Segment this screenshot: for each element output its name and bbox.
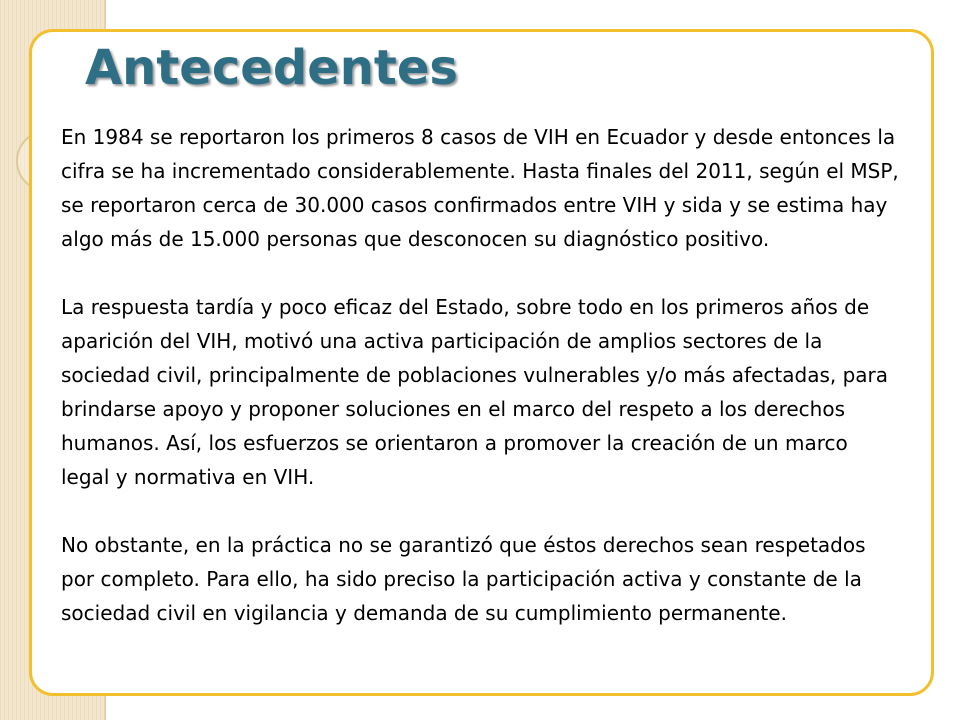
paragraph-1: En 1984 se reportaron los primeros 8 casos de VIH en Ecuador y desde entonces la cifra se ha incrementado considerablemente. Hasta finales del 2011, según el MSP, se reportaron cerca de 30.000 casos confirmados entre VIH y sida y se estima hay algo más de 15.000 personas que desconocen su diagnóstico positivo.: [61, 125, 899, 251]
paragraph-2: La respuesta tardía y poco eficaz del Estado, sobre todo en los primeros años de aparición del VIH, motivó una activa participación de amplios sectores de la sociedad civil, principalmente de poblaciones vulnerables y/o más afectadas, para brindarse apoyo y proponer soluciones en el marco del respeto a los derechos humanos. Así, los esfuerzos se orientaron a promover la creación de un marco legal y normativa en VIH.: [61, 295, 889, 489]
slide-title: Antecedentes: [85, 40, 458, 96]
paragraph-3: No obstante, en la práctica no se garantizó que éstos derechos sean respetados por completo. Para ello, ha sido preciso la participación activa y constante de la sociedad civil en vigilancia y demanda de su cumplimiento permanente.: [61, 533, 866, 625]
slide-body: [61, 120, 901, 630]
